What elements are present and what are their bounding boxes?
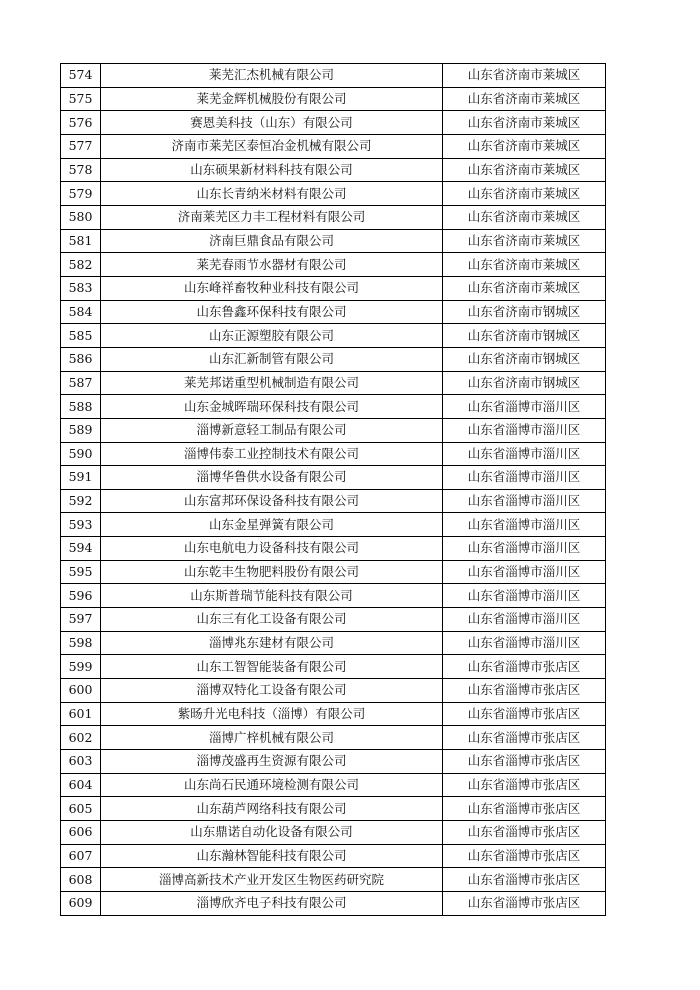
row-number-cell: 587	[61, 371, 101, 395]
table-row	[61, 797, 606, 821]
region-cell: 山东省济南市莱城区	[443, 276, 606, 300]
row-number-cell: 596	[61, 584, 101, 608]
company-name-cell: 山东正源塑胶有限公司	[101, 324, 443, 348]
region-cell: 山东省淄博市淄川区	[443, 513, 606, 537]
region-cell: 山东省济南市莱城区	[443, 253, 606, 277]
row-number-cell: 574	[61, 64, 101, 88]
company-name-cell: 山东金城晖瑞环保科技有限公司	[101, 395, 443, 419]
region-cell: 山东省淄博市张店区	[443, 655, 606, 679]
row-number-cell: 595	[61, 560, 101, 584]
region-cell: 山东省淄博市张店区	[443, 797, 606, 821]
company-name-cell: 淄博茂盛再生资源有限公司	[101, 750, 443, 774]
row-number-cell: 592	[61, 489, 101, 513]
company-name-cell: 淄博广梓机械有限公司	[101, 726, 443, 750]
table-row	[61, 655, 606, 679]
company-name-cell: 山东工智智能装备有限公司	[101, 655, 443, 679]
table-row	[61, 584, 606, 608]
company-name-cell: 山东三有化工设备有限公司	[101, 608, 443, 632]
company-name-cell: 赛恩美科技（山东）有限公司	[101, 111, 443, 135]
table-row	[61, 111, 606, 135]
row-number-cell: 600	[61, 679, 101, 703]
region-cell: 山东省济南市莱城区	[443, 229, 606, 253]
company-name-cell: 山东鼎诺自动化设备有限公司	[101, 821, 443, 845]
region-cell: 山东省淄博市淄川区	[443, 395, 606, 419]
row-number-cell: 597	[61, 608, 101, 632]
table-row	[61, 324, 606, 348]
region-cell: 山东省淄博市淄川区	[443, 489, 606, 513]
row-number-cell: 576	[61, 111, 101, 135]
table-row	[61, 608, 606, 632]
table-row	[61, 513, 606, 537]
table-row	[61, 253, 606, 277]
region-cell: 山东省济南市莱城区	[443, 158, 606, 182]
region-cell: 山东省淄博市张店区	[443, 773, 606, 797]
company-name-cell: 济南巨鼎食品有限公司	[101, 229, 443, 253]
table-row	[61, 158, 606, 182]
region-cell: 山东省淄博市淄川区	[443, 560, 606, 584]
company-name-cell: 淄博兆东建材有限公司	[101, 631, 443, 655]
region-cell: 山东省济南市莱城区	[443, 182, 606, 206]
row-number-cell: 583	[61, 276, 101, 300]
row-number-cell: 605	[61, 797, 101, 821]
company-name-cell: 山东长青纳米材料有限公司	[101, 182, 443, 206]
company-list-table	[60, 63, 606, 916]
row-number-cell: 590	[61, 442, 101, 466]
company-name-cell: 山东鲁鑫环保科技有限公司	[101, 300, 443, 324]
region-cell: 山东省济南市莱城区	[443, 87, 606, 111]
table-row	[61, 773, 606, 797]
company-name-cell: 山东乾丰生物肥料股份有限公司	[101, 560, 443, 584]
region-cell: 山东省淄博市张店区	[443, 891, 606, 915]
table-row	[61, 631, 606, 655]
table-row	[61, 726, 606, 750]
region-cell: 山东省济南市钢城区	[443, 324, 606, 348]
row-number-cell: 607	[61, 844, 101, 868]
region-cell: 山东省济南市钢城区	[443, 371, 606, 395]
row-number-cell: 578	[61, 158, 101, 182]
region-cell: 山东省济南市钢城区	[443, 347, 606, 371]
table-row	[61, 395, 606, 419]
table-row	[61, 537, 606, 561]
company-name-cell: 莱芜春雨节水器材有限公司	[101, 253, 443, 277]
region-cell: 山东省济南市莱城区	[443, 205, 606, 229]
company-name-cell: 山东尚石民通环境检测有限公司	[101, 773, 443, 797]
company-name-cell: 山东硕果新材料科技有限公司	[101, 158, 443, 182]
company-name-cell: 莱芜金辉机械股份有限公司	[101, 87, 443, 111]
table-row	[61, 891, 606, 915]
company-name-cell: 山东汇新制管有限公司	[101, 347, 443, 371]
region-cell: 山东省淄博市淄川区	[443, 442, 606, 466]
company-name-cell: 淄博伟泰工业控制技术有限公司	[101, 442, 443, 466]
region-cell: 山东省济南市莱城区	[443, 134, 606, 158]
row-number-cell: 598	[61, 631, 101, 655]
company-name-cell: 山东金星弹簧有限公司	[101, 513, 443, 537]
region-cell: 山东省淄博市淄川区	[443, 631, 606, 655]
region-cell: 山东省淄博市淄川区	[443, 418, 606, 442]
company-name-cell: 淄博双特化工设备有限公司	[101, 679, 443, 703]
company-name-cell: 淄博高新技术产业开发区生物医药研究院	[101, 868, 443, 892]
row-number-cell: 603	[61, 750, 101, 774]
row-number-cell: 609	[61, 891, 101, 915]
table-row	[61, 300, 606, 324]
company-name-cell: 济南莱芜区力丰工程材料有限公司	[101, 205, 443, 229]
table-row	[61, 489, 606, 513]
company-name-cell: 淄博华鲁供水设备有限公司	[101, 466, 443, 490]
region-cell: 山东省淄博市张店区	[443, 750, 606, 774]
region-cell: 山东省济南市莱城区	[443, 111, 606, 135]
row-number-cell: 601	[61, 702, 101, 726]
table-row	[61, 229, 606, 253]
region-cell: 山东省淄博市张店区	[443, 702, 606, 726]
table-row	[61, 276, 606, 300]
company-name-cell: 紫旸升光电科技（淄博）有限公司	[101, 702, 443, 726]
row-number-cell: 591	[61, 466, 101, 490]
row-number-cell: 577	[61, 134, 101, 158]
company-name-cell: 莱芜汇杰机械有限公司	[101, 64, 443, 88]
company-name-cell: 莱芜邦诺重型机械制造有限公司	[101, 371, 443, 395]
company-list-body	[61, 64, 606, 916]
table-row	[61, 560, 606, 584]
row-number-cell: 599	[61, 655, 101, 679]
table-row	[61, 182, 606, 206]
row-number-cell: 602	[61, 726, 101, 750]
region-cell: 山东省淄博市张店区	[443, 844, 606, 868]
row-number-cell: 585	[61, 324, 101, 348]
table-row	[61, 347, 606, 371]
table-row	[61, 87, 606, 111]
company-name-cell: 山东富邦环保设备科技有限公司	[101, 489, 443, 513]
table-row	[61, 371, 606, 395]
table-row	[61, 418, 606, 442]
region-cell: 山东省淄博市淄川区	[443, 537, 606, 561]
region-cell: 山东省淄博市张店区	[443, 821, 606, 845]
row-number-cell: 593	[61, 513, 101, 537]
region-cell: 山东省淄博市张店区	[443, 679, 606, 703]
row-number-cell: 606	[61, 821, 101, 845]
row-number-cell: 579	[61, 182, 101, 206]
row-number-cell: 588	[61, 395, 101, 419]
company-name-cell: 淄博欣齐电子科技有限公司	[101, 891, 443, 915]
company-name-cell: 山东斯普瑞节能科技有限公司	[101, 584, 443, 608]
row-number-cell: 584	[61, 300, 101, 324]
row-number-cell: 575	[61, 87, 101, 111]
region-cell: 山东省淄博市张店区	[443, 726, 606, 750]
row-number-cell: 582	[61, 253, 101, 277]
table-row	[61, 679, 606, 703]
row-number-cell: 594	[61, 537, 101, 561]
row-number-cell: 608	[61, 868, 101, 892]
company-name-cell: 山东电航电力设备科技有限公司	[101, 537, 443, 561]
company-name-cell: 济南市莱芜区泰恒冶金机械有限公司	[101, 134, 443, 158]
company-name-cell: 山东峰祥畜牧种业科技有限公司	[101, 276, 443, 300]
row-number-cell: 580	[61, 205, 101, 229]
table-row	[61, 134, 606, 158]
table-row	[61, 868, 606, 892]
table-row	[61, 442, 606, 466]
region-cell: 山东省济南市钢城区	[443, 300, 606, 324]
row-number-cell: 604	[61, 773, 101, 797]
row-number-cell: 589	[61, 418, 101, 442]
table-row	[61, 750, 606, 774]
table-row	[61, 205, 606, 229]
region-cell: 山东省淄博市淄川区	[443, 584, 606, 608]
table-row	[61, 821, 606, 845]
company-name-cell: 山东瀚林智能科技有限公司	[101, 844, 443, 868]
region-cell: 山东省济南市莱城区	[443, 64, 606, 88]
company-name-cell: 淄博新意轻工制品有限公司	[101, 418, 443, 442]
table-row	[61, 466, 606, 490]
table-row	[61, 844, 606, 868]
row-number-cell: 581	[61, 229, 101, 253]
table-row	[61, 64, 606, 88]
region-cell: 山东省淄博市淄川区	[443, 608, 606, 632]
company-name-cell: 山东葫芦网络科技有限公司	[101, 797, 443, 821]
table-row	[61, 702, 606, 726]
region-cell: 山东省淄博市淄川区	[443, 466, 606, 490]
region-cell: 山东省淄博市张店区	[443, 868, 606, 892]
row-number-cell: 586	[61, 347, 101, 371]
